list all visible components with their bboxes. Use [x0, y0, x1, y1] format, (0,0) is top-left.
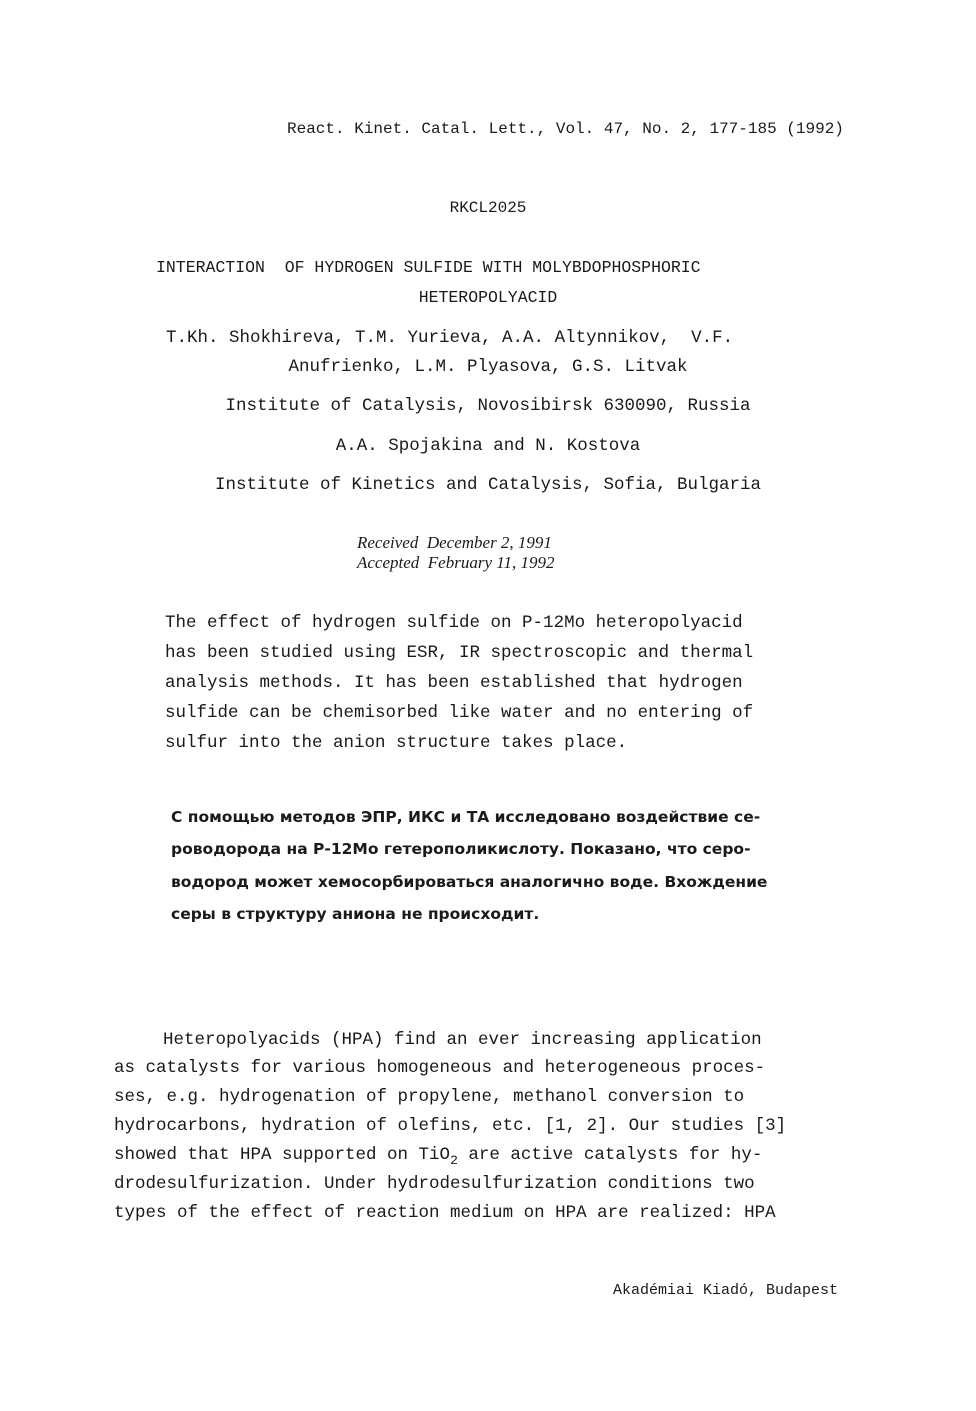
abstract-ru-line: серы в структуру аниона не происходит.: [171, 905, 540, 923]
paper-title-line-1: INTERACTION OF HYDROGEN SULFIDE WITH MOLYBDOPHOSPHORIC: [156, 258, 701, 277]
body-text: are active catalysts for hy-: [457, 1145, 763, 1165]
body-line: ses, e.g. hydrogenation of propylene, methanol conversion to: [114, 1087, 745, 1107]
abstract-en-line: The effect of hydrogen sulfide on P-12Mo heteropolyacid: [165, 613, 743, 633]
received-date: Received December 2, 1991: [357, 533, 552, 552]
subscript-2: 2: [450, 1153, 458, 1168]
affiliation-novosibirsk: Institute of Catalysis, Novosibirsk 630090, Russia: [225, 396, 751, 416]
abstract-en-line: sulfide can be chemisorbed like water and no entering of: [165, 703, 754, 723]
body-line: drodesulfurization. Under hydrodesulfurization conditions two: [114, 1174, 755, 1194]
paper-title-line-2: HETEROPOLYACID: [418, 288, 558, 307]
journal-citation: React. Kinet. Catal. Lett., Vol. 47, No. 2, 177-185 (1992): [287, 120, 844, 138]
abstract-en-line: sulfur into the anion structure takes place.: [165, 733, 628, 753]
affiliation-sofia: Institute of Kinetics and Catalysis, Sofia, Bulgaria: [214, 475, 762, 495]
body-line: Heteropolyacids (HPA) find an ever increasing application: [163, 1030, 762, 1050]
authors-bulgaria: A.A. Spojakina and N. Kostova: [335, 436, 641, 456]
manuscript-code: RKCL2025: [449, 199, 527, 217]
body-line: as catalysts for various homogeneous and heterogeneous proces-: [114, 1058, 766, 1078]
body-line: types of the effect of reaction medium on HPA are realized: HPA: [114, 1203, 776, 1223]
authors-line-1: T.Kh. Shokhireva, T.M. Yurieva, A.A. Altynnikov, V.F.: [166, 328, 734, 348]
abstract-en-line: analysis methods. It has been established that hydrogen: [165, 673, 743, 693]
accepted-date: Accepted February 11, 1992: [357, 553, 555, 572]
body-line: hydrocarbons, hydration of olefins, etc. [1, 2]. Our studies [3]: [114, 1116, 787, 1136]
abstract-en-line: has been studied using ESR, IR spectroscopic and thermal: [165, 643, 754, 663]
abstract-ru-line: С помощью методов ЭПР, ИКС и ТА исследовано воздействие се-: [171, 808, 761, 826]
body-text: showed that HPA supported on TiO: [114, 1145, 451, 1165]
abstract-ru-line: роводорода на Р-12Мо гетерополикислоту. Показано, что серо-: [171, 840, 751, 858]
publisher-footer: Akadémiai Kiadó, Budapest: [613, 1282, 839, 1299]
authors-line-2: Anufrienko, L.M. Plyasova, G.S. Litvak: [288, 357, 688, 377]
body-line: [114, 1145, 762, 1168]
abstract-ru-line: водород может хемосорбироваться аналогично воде. Вхождение: [171, 873, 768, 891]
